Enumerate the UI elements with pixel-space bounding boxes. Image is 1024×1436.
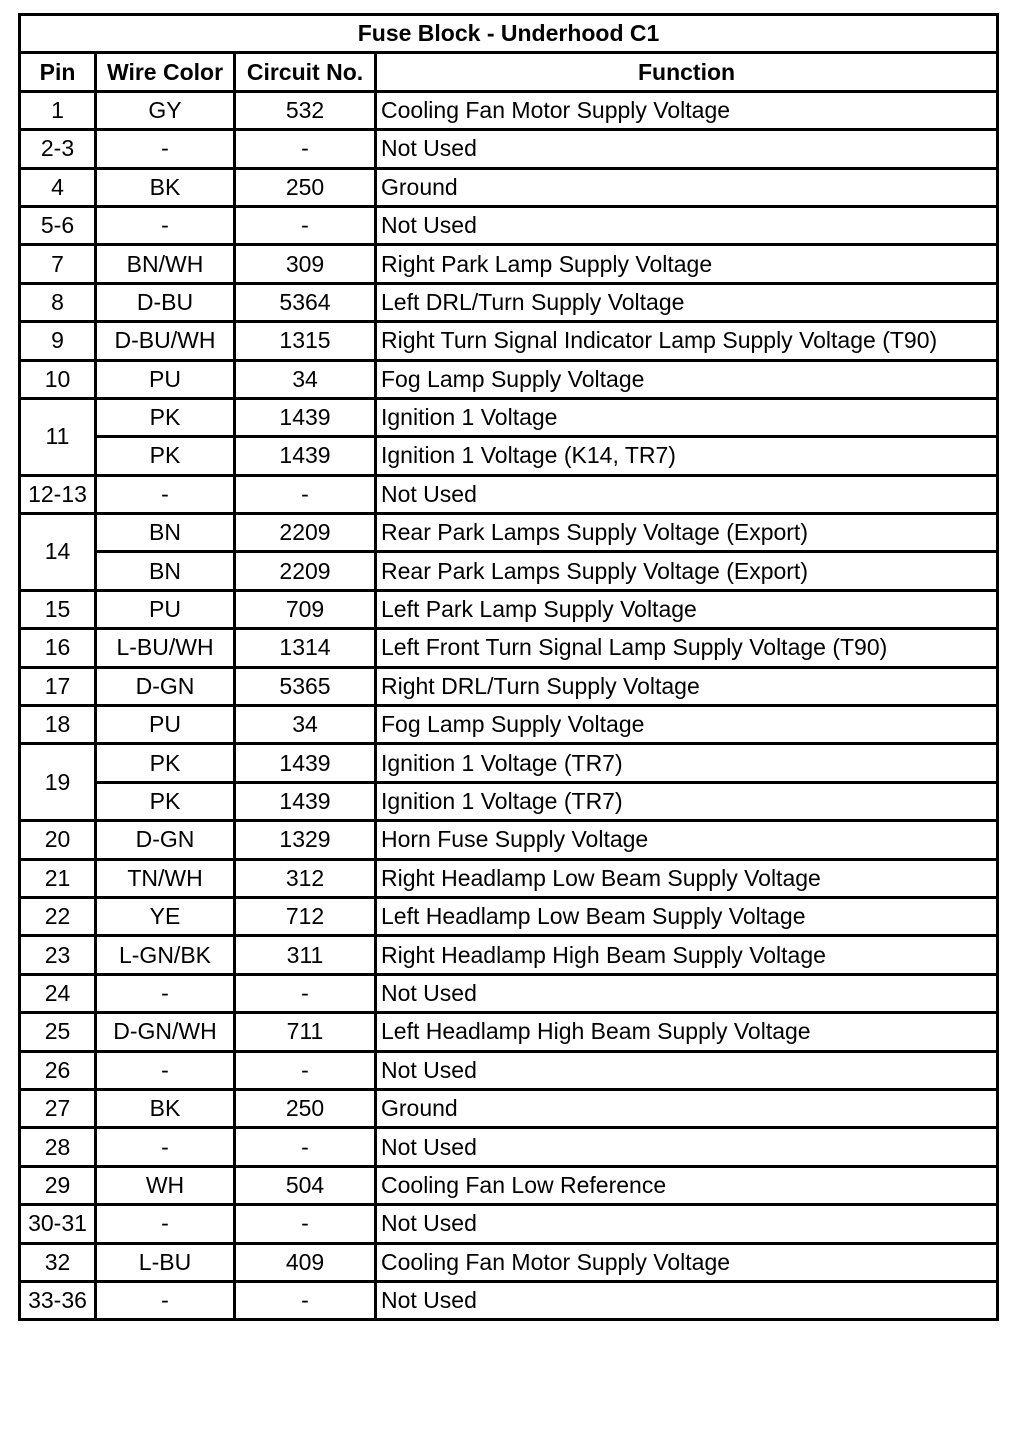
circuit-cell: 311 [235, 936, 376, 974]
function-cell: Left DRL/Turn Supply Voltage [376, 283, 998, 321]
table-row [20, 821, 998, 859]
function-cell: Right Headlamp High Beam Supply Voltage [376, 936, 998, 974]
pin-cell: 10 [20, 360, 96, 398]
table-row [20, 475, 998, 513]
pin-cell: 9 [20, 322, 96, 360]
circuit-cell: 711 [235, 1013, 376, 1051]
function-cell: Not Used [376, 1051, 998, 1089]
function-header: Function [376, 53, 998, 91]
table-title: Fuse Block - Underhood C1 [20, 15, 998, 53]
function-cell: Cooling Fan Low Reference [376, 1166, 998, 1204]
table-row [20, 1166, 998, 1204]
pin-cell: 23 [20, 936, 96, 974]
circuit-cell: 1439 [235, 437, 376, 475]
wire-color-cell: - [96, 475, 235, 513]
wire-color-cell: PK [96, 744, 235, 782]
circuit-cell: 250 [235, 168, 376, 206]
circuit-cell: 2209 [235, 514, 376, 552]
wire-color-cell: - [96, 1128, 235, 1166]
wire-color-cell: GY [96, 91, 235, 129]
pin-header: Pin [20, 53, 96, 91]
circuit-cell: 5365 [235, 667, 376, 705]
pin-cell: 5-6 [20, 206, 96, 244]
table-row [20, 1243, 998, 1281]
table-row [20, 437, 998, 475]
circuit-cell: 309 [235, 245, 376, 283]
pin-cell: 15 [20, 590, 96, 628]
function-cell: Fog Lamp Supply Voltage [376, 706, 998, 744]
table-row [20, 1281, 998, 1319]
circuit-cell: 1439 [235, 744, 376, 782]
circuit-cell: 1315 [235, 322, 376, 360]
circuit-cell: 409 [235, 1243, 376, 1281]
pin-cell: 4 [20, 168, 96, 206]
function-cell: Left Headlamp High Beam Supply Voltage [376, 1013, 998, 1051]
pin-cell: 26 [20, 1051, 96, 1089]
table-row [20, 206, 998, 244]
circuit-cell: 504 [235, 1166, 376, 1204]
pin-cell: 12-13 [20, 475, 96, 513]
table-row [20, 974, 998, 1012]
table-row [20, 1013, 998, 1051]
wire-color-cell: PK [96, 398, 235, 436]
table-row [20, 514, 998, 552]
pin-cell: 28 [20, 1128, 96, 1166]
wire-color-cell: - [96, 130, 235, 168]
wire-color-cell: D-BU [96, 283, 235, 321]
wire-color-cell: TN/WH [96, 859, 235, 897]
pin-cell: 17 [20, 667, 96, 705]
circuit-cell: 709 [235, 590, 376, 628]
function-cell: Left Headlamp Low Beam Supply Voltage [376, 897, 998, 935]
circuit-cell: 34 [235, 360, 376, 398]
wire-color-cell: BN/WH [96, 245, 235, 283]
circuit-cell: - [235, 206, 376, 244]
wire-color-cell: WH [96, 1166, 235, 1204]
pin-cell: 32 [20, 1243, 96, 1281]
circuit-cell: - [235, 1205, 376, 1243]
wire-color-cell: L-GN/BK [96, 936, 235, 974]
function-cell: Cooling Fan Motor Supply Voltage [376, 1243, 998, 1281]
table-row [20, 859, 998, 897]
pin-cell: 22 [20, 897, 96, 935]
pin-cell: 2-3 [20, 130, 96, 168]
function-cell: Ground [376, 168, 998, 206]
wire-color-cell: PK [96, 782, 235, 820]
pin-cell: 30-31 [20, 1205, 96, 1243]
wire-color-cell: PU [96, 590, 235, 628]
function-cell: Fog Lamp Supply Voltage [376, 360, 998, 398]
function-cell: Right Turn Signal Indicator Lamp Supply Voltage (T90) [376, 322, 998, 360]
wire-color-cell: - [96, 1051, 235, 1089]
table-row [20, 552, 998, 590]
function-cell: Right DRL/Turn Supply Voltage [376, 667, 998, 705]
wire-color-cell: D-GN [96, 821, 235, 859]
circuit-cell: - [235, 974, 376, 1012]
wire-color-cell: PU [96, 360, 235, 398]
connector-table [18, 13, 999, 1321]
circuit-cell: 532 [235, 91, 376, 129]
pin-cell: 33-36 [20, 1281, 96, 1319]
wire-color-cell: PU [96, 706, 235, 744]
table-row [20, 1205, 998, 1243]
circuit-header: Circuit No. [235, 53, 376, 91]
table-row [20, 629, 998, 667]
function-cell: Rear Park Lamps Supply Voltage (Export) [376, 552, 998, 590]
function-cell: Right Park Lamp Supply Voltage [376, 245, 998, 283]
function-cell: Not Used [376, 475, 998, 513]
function-cell: Left Park Lamp Supply Voltage [376, 590, 998, 628]
function-cell: Not Used [376, 1205, 998, 1243]
function-cell: Ignition 1 Voltage [376, 398, 998, 436]
circuit-cell: 2209 [235, 552, 376, 590]
table-row [20, 706, 998, 744]
function-cell: Left Front Turn Signal Lamp Supply Voltage (T90) [376, 629, 998, 667]
function-cell: Not Used [376, 1281, 998, 1319]
pin-cell: 14 [20, 514, 96, 591]
wire-color-cell: L-BU/WH [96, 629, 235, 667]
table-row [20, 360, 998, 398]
circuit-cell: 5364 [235, 283, 376, 321]
table-row [20, 1051, 998, 1089]
function-cell: Ground [376, 1089, 998, 1127]
wire-color-cell: - [96, 1205, 235, 1243]
wire-color-cell: L-BU [96, 1243, 235, 1281]
circuit-cell: - [235, 1128, 376, 1166]
wire-color-header: Wire Color [96, 53, 235, 91]
wire-color-cell: - [96, 206, 235, 244]
table-row [20, 744, 998, 782]
pin-cell: 11 [20, 398, 96, 475]
function-cell: Not Used [376, 1128, 998, 1166]
wire-color-cell: BN [96, 552, 235, 590]
table-header-row [20, 53, 998, 91]
wire-color-cell: PK [96, 437, 235, 475]
table-row [20, 1128, 998, 1166]
pin-cell: 7 [20, 245, 96, 283]
table-row [20, 398, 998, 436]
pin-cell: 27 [20, 1089, 96, 1127]
function-cell: Rear Park Lamps Supply Voltage (Export) [376, 514, 998, 552]
function-cell: Not Used [376, 974, 998, 1012]
wire-color-cell: D-GN [96, 667, 235, 705]
circuit-cell: 1439 [235, 782, 376, 820]
circuit-cell: 712 [235, 897, 376, 935]
function-cell: Ignition 1 Voltage (TR7) [376, 782, 998, 820]
circuit-cell: - [235, 1051, 376, 1089]
wire-color-cell: BK [96, 168, 235, 206]
pin-cell: 8 [20, 283, 96, 321]
pin-cell: 1 [20, 91, 96, 129]
table-row [20, 245, 998, 283]
table-row [20, 897, 998, 935]
table-row [20, 168, 998, 206]
wire-color-cell: BK [96, 1089, 235, 1127]
table-row [20, 590, 998, 628]
circuit-cell: 1329 [235, 821, 376, 859]
function-cell: Ignition 1 Voltage (TR7) [376, 744, 998, 782]
pin-cell: 24 [20, 974, 96, 1012]
function-cell: Horn Fuse Supply Voltage [376, 821, 998, 859]
circuit-cell: 34 [235, 706, 376, 744]
pin-cell: 21 [20, 859, 96, 897]
circuit-cell: - [235, 130, 376, 168]
circuit-cell: - [235, 1281, 376, 1319]
table-row [20, 782, 998, 820]
function-cell: Not Used [376, 206, 998, 244]
wire-color-cell: YE [96, 897, 235, 935]
table-row [20, 283, 998, 321]
circuit-cell: 1314 [235, 629, 376, 667]
function-cell: Right Headlamp Low Beam Supply Voltage [376, 859, 998, 897]
pin-cell: 19 [20, 744, 96, 821]
function-cell: Ignition 1 Voltage (K14, TR7) [376, 437, 998, 475]
wire-color-cell: - [96, 1281, 235, 1319]
table-title-row [20, 15, 998, 53]
wire-color-cell: D-BU/WH [96, 322, 235, 360]
function-cell: Not Used [376, 130, 998, 168]
wire-color-cell: D-GN/WH [96, 1013, 235, 1051]
table-row [20, 667, 998, 705]
circuit-cell: 1439 [235, 398, 376, 436]
pin-cell: 20 [20, 821, 96, 859]
table-row [20, 130, 998, 168]
table-row [20, 1089, 998, 1127]
circuit-cell: 312 [235, 859, 376, 897]
pin-cell: 29 [20, 1166, 96, 1204]
function-cell: Cooling Fan Motor Supply Voltage [376, 91, 998, 129]
circuit-cell: - [235, 475, 376, 513]
table-row [20, 322, 998, 360]
table-row [20, 91, 998, 129]
wire-color-cell: - [96, 974, 235, 1012]
pin-cell: 18 [20, 706, 96, 744]
pin-cell: 25 [20, 1013, 96, 1051]
circuit-cell: 250 [235, 1089, 376, 1127]
table-row [20, 936, 998, 974]
wire-color-cell: BN [96, 514, 235, 552]
pin-cell: 16 [20, 629, 96, 667]
